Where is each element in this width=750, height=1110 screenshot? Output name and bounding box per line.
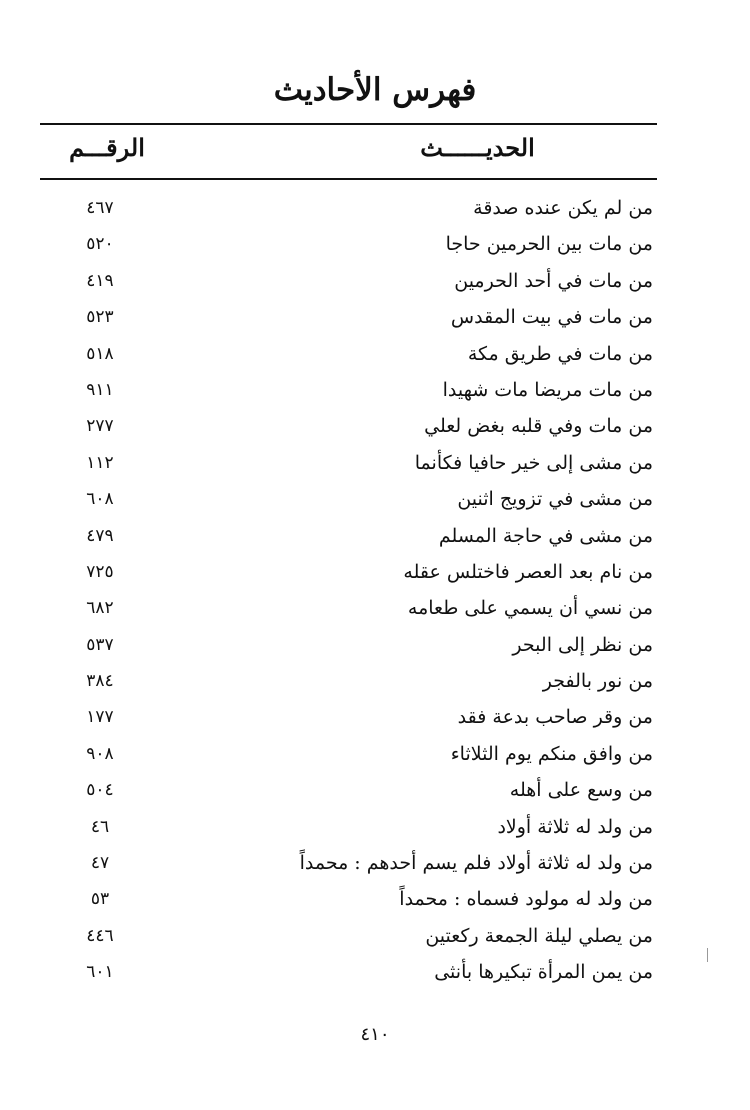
hadith-number: ٥١٨ [86,343,114,364]
table-row [40,954,657,990]
hadith-text: من ولد له مولود فسماه : محمداً [399,888,653,911]
table-row [40,881,657,917]
hadith-text: من نظر إلى البحر [512,633,653,656]
hadith-number: ٦٨٢ [86,598,114,619]
table-row [40,918,657,954]
hadith-number: ٦٠١ [86,962,114,983]
hadith-number: ٩٠٨ [86,743,114,764]
hadith-number: ٤٧٩ [86,525,114,546]
hadith-column-header: الحديــــــث [420,133,535,162]
hadith-text: من مات وفي قلبه بغض لعلي [424,415,653,438]
table-row [40,408,657,444]
hadith-number: ٤٦ [90,816,110,837]
table-row [40,663,657,699]
page-number: ٤١٠ [360,1024,390,1045]
table-row [40,809,657,845]
table-row [40,772,657,808]
hadith-number: ٩١١ [86,379,114,400]
hadith-text: من مات في بيت المقدس [450,306,653,329]
hadith-text: من نور بالفجر [542,670,653,693]
table-row [40,554,657,590]
hadith-number: ١١٢ [86,452,114,473]
hadith-text: من يمن المرأة تبكيرها بأنثى [434,961,653,984]
hadith-text: من مات بين الحرمين حاجا [445,233,653,256]
table-row [40,263,657,299]
table-row [40,845,657,881]
hadith-text: من ولد له ثلاثة أولاد فلم يسم أحدهم : محمداً [299,852,653,875]
top-rule [40,123,657,125]
hadith-number: ٤٧ [90,853,110,874]
hadith-text: من مشى في حاجة المسلم [438,524,653,547]
hadith-text: من وقر صاحب بدعة فقد [457,706,653,729]
hadith-number: ٥٢٣ [86,307,114,328]
hadith-text: من مات في أحد الحرمين [454,269,653,292]
hadith-number: ٦٠٨ [86,489,114,510]
margin-mark [707,948,708,962]
hadith-text: من مات مريضا مات شهيدا [442,378,653,401]
hadith-text: من مات في طريق مكة [467,342,653,365]
table-row [40,190,657,226]
hadith-index-table [40,190,657,991]
header-rule [40,178,657,180]
hadith-number: ٣٨٤ [86,671,114,692]
number-column-header: الرقـــم [69,133,145,162]
hadith-number: ٤٦٧ [86,198,114,218]
table-row [40,481,657,517]
table-row [40,627,657,663]
hadith-text: من نام بعد العصر فاختلس عقله [403,560,653,583]
hadith-text: من وافق منكم يوم الثلاثاء [450,742,653,765]
hadith-number: ٤١٩ [86,270,114,291]
table-row [40,590,657,626]
hadith-number: ٢٧٧ [86,416,114,437]
hadith-text: من نسي أن يسمي على طعامه [407,597,653,620]
hadith-text: من مشى في تزويج اثنين [457,488,653,511]
table-row [40,336,657,372]
hadith-text: من لم يكن عنده صدقة [473,197,653,219]
table-row [40,445,657,481]
hadith-text: من وسع على أهله [509,779,653,802]
table-row [40,372,657,408]
hadith-number: ٥٣٧ [86,634,114,655]
hadith-number: ٥٠٤ [86,780,114,801]
hadith-text: من ولد له ثلاثة أولاد [497,815,653,838]
table-row [40,518,657,554]
hadith-number: ٤٤٦ [86,925,114,946]
hadith-number: ٧٢٥ [86,561,114,582]
hadith-number: ٥٢٠ [86,234,114,255]
table-row [40,736,657,772]
hadith-text: من مشى إلى خير حافيا فكأنما [414,451,653,474]
table-row [40,226,657,262]
table-row [40,299,657,335]
hadith-text: من يصلي ليلة الجمعة ركعتين [425,924,653,947]
table-row [40,699,657,735]
hadith-number: ١٧٧ [86,707,114,728]
page-title: فهرس الأحاديث [273,72,477,108]
hadith-number: ٥٣ [90,889,110,910]
